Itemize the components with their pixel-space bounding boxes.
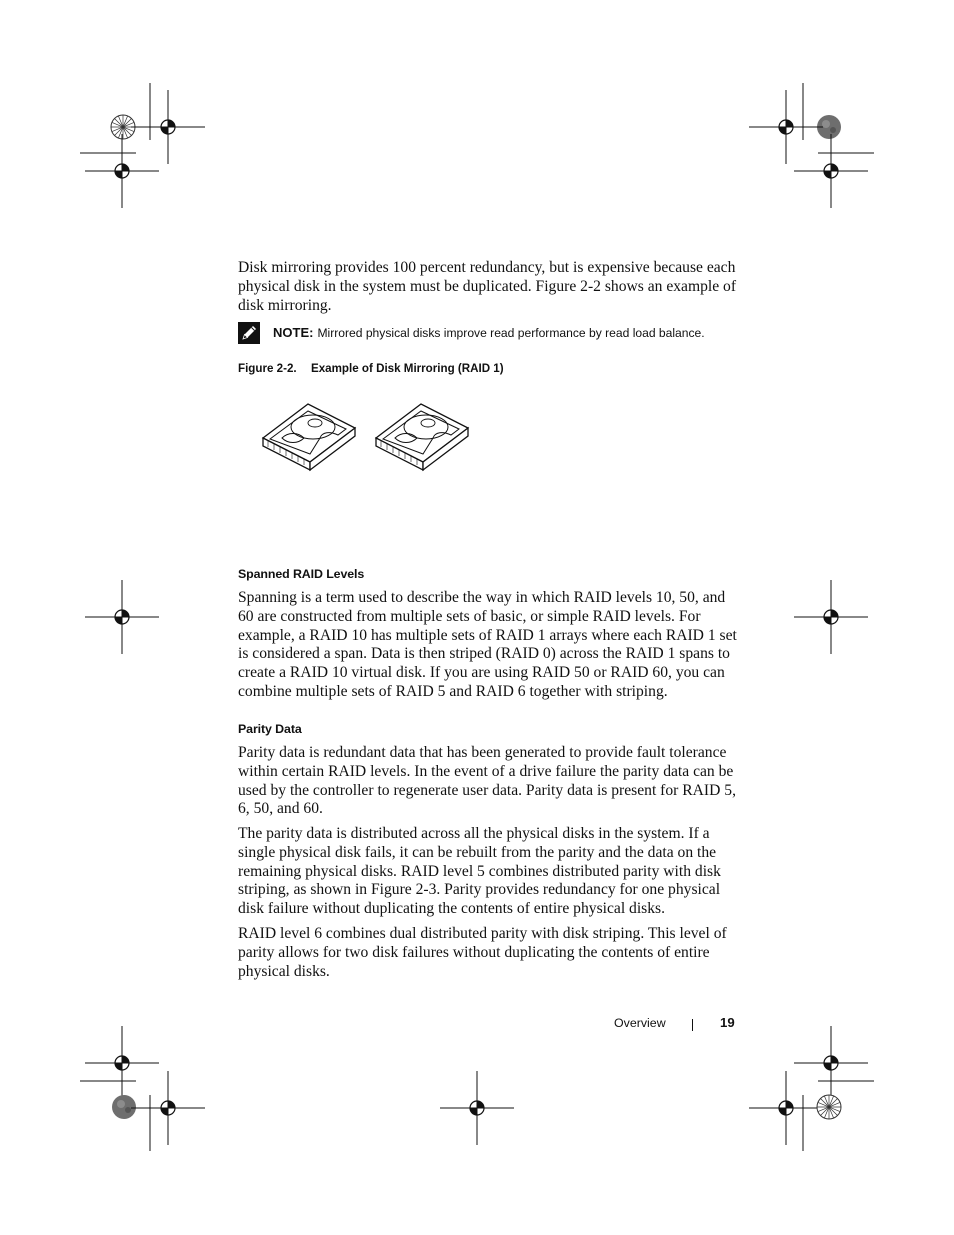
crosshair-mark-icon [85, 580, 159, 654]
section-heading-parity-data: Parity Data [238, 722, 302, 736]
intro-paragraph: Disk mirroring provides 100 percent redundancy, but is expensive because each physical disk in the system must be duplicated. Figure 2-2 shows an example of disk mirroring. [238, 259, 737, 314]
note-callout [238, 322, 758, 344]
parity-paragraph-2: The parity data is distributed across all the physical disks in the system. If a single physical disk fails, it can be rebuilt from the parity and the data on the remaining physical disks. RAID level 5 combines distributed parity with disk striping, as shown in Figure 2-3. Parity provides redundancy for one physical disk failure without duplicating the contents of entire physical disks. [238, 825, 721, 918]
starburst-mark-icon [817, 1095, 841, 1119]
raid1-mirroring-figure [258, 392, 478, 476]
figure-illustration [258, 392, 478, 476]
crosshair-mark-icon [749, 90, 823, 164]
crosshair-mark-icon [85, 134, 159, 208]
figure-caption [238, 362, 504, 375]
note-label: NOTE: [273, 325, 314, 340]
crosshair-mark-icon [749, 1071, 823, 1145]
parity-paragraph-3: RAID level 6 combines dual distributed parity with disk striping. This level of parity allows for two disk failures without duplicating the contents of entire physical disks. [238, 925, 727, 980]
crosshair-mark-icon [794, 134, 868, 208]
gray-dot-mark-icon [112, 1095, 136, 1119]
note-body: Mirrored physical disks improve read performance by read load balance. [317, 326, 705, 340]
figure-number: Figure 2-2. [238, 362, 297, 375]
crosshair-mark-icon [440, 1071, 514, 1145]
hard-disk-icon [376, 404, 468, 470]
crosshair-mark-icon [85, 1026, 159, 1100]
footer-divider [692, 1019, 693, 1031]
crosshair-mark-icon [131, 1071, 205, 1145]
crosshair-mark-icon [794, 1026, 868, 1100]
section-heading-spanned-raid-levels: Spanned RAID Levels [238, 567, 365, 581]
pencil-note-icon [238, 322, 260, 344]
parity-paragraph-1: Parity data is redundant data that has been generated to provide fault tolerance within certain RAID levels. In the event of a drive failure the parity data can be used by the controller to regenerate user data. Parity data is present for RAID 5, 6, 50, and 60. [238, 744, 736, 818]
hard-disk-icon [263, 404, 355, 470]
note-text [273, 325, 705, 340]
footer-section-title: Overview [614, 1016, 666, 1030]
crosshair-mark-icon [131, 90, 205, 164]
page-number: 19 [720, 1015, 735, 1030]
spanned-raid-paragraph: Spanning is a term used to describe the way in which RAID levels 10, 50, and 60 are constructed from multiple sets of basic, or simple RAID levels. For example, a RAID 10 has multiple sets of RAID 1 arrays where each RAID 1 set is considered a span. Data is then striped (RAID 0) across the RAID 1 spans to create a RAID 10 virtual disk. If you are using RAID 50 or RAID 60, you can combine multiple sets of RAID 5 and RAID 6 together with striping. [238, 589, 737, 700]
crosshair-mark-icon [794, 580, 868, 654]
figure-title: Example of Disk Mirroring (RAID 1) [311, 362, 504, 375]
